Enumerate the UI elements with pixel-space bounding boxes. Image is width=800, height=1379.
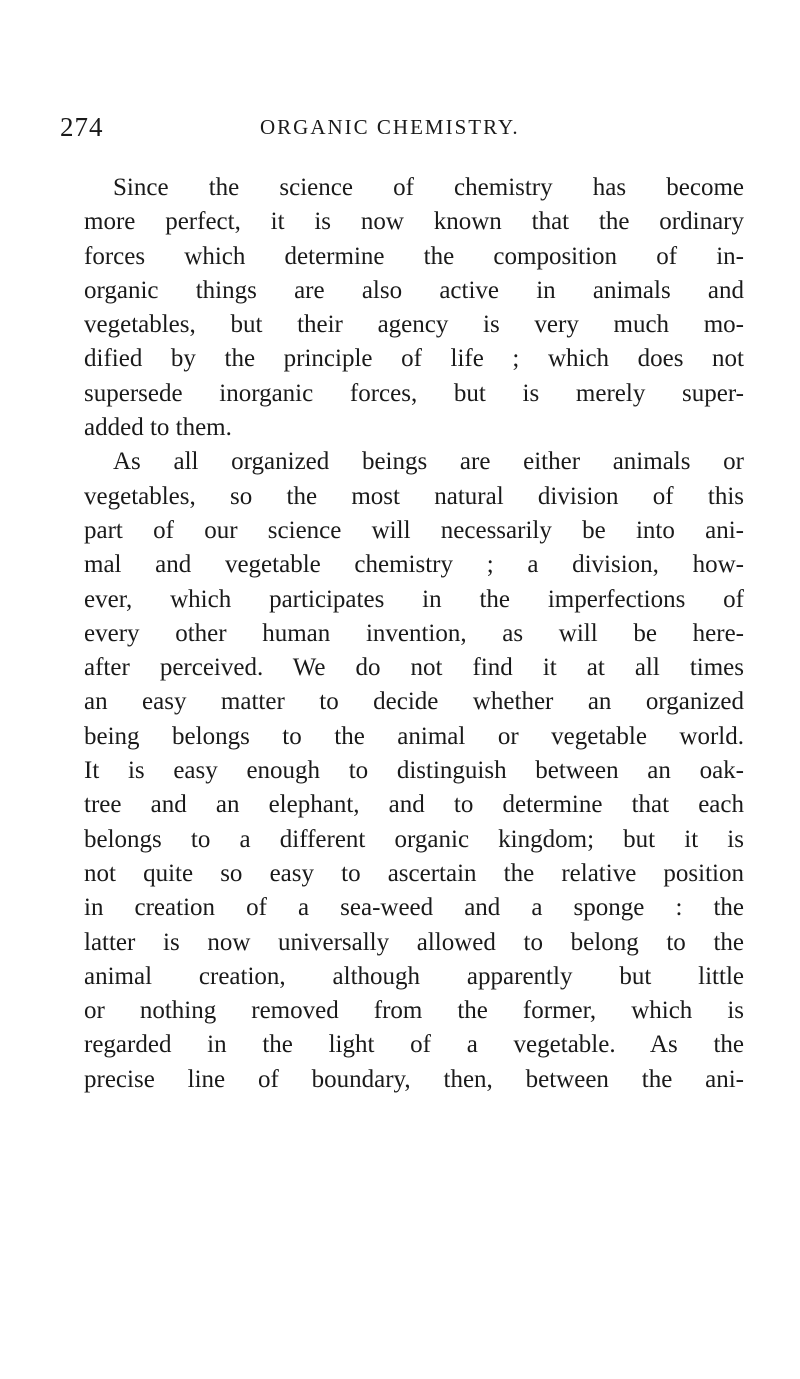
text-line: precise line of boundary, then, between the ani- <box>84 1065 744 1093</box>
text-line: belongs to a different organic kingdom; but it is <box>84 825 744 853</box>
text-line: vegetables, but their agency is very much mo- <box>84 311 744 339</box>
text-line: tree and an elephant, and to determine that each <box>84 791 744 819</box>
text-line: part of our science will necessarily be into ani- <box>84 516 744 544</box>
text-line: organic things are also active in animals and <box>84 276 744 304</box>
text-line: ever, which participates in the imperfections of <box>84 585 744 613</box>
body-text <box>84 171 744 1097</box>
text-line: an easy matter to decide whether an organized <box>84 688 744 716</box>
text-line: forces which determine the composition of in- <box>84 242 744 270</box>
text-line: added to them. <box>84 414 232 442</box>
paragraph-1 <box>84 171 744 445</box>
text-line: after perceived. We do not find it at all times <box>84 654 744 682</box>
text-line: It is easy enough to distinguish between an oak- <box>84 757 744 785</box>
text-line: every other human invention, as will be here- <box>84 619 744 647</box>
text-line: animal creation, although apparently but little <box>84 962 744 990</box>
text-line: or nothing removed from the former, which is <box>84 997 744 1025</box>
text-line: dified by the principle of life ; which does not <box>84 345 744 373</box>
text-line: supersede inorganic forces, but is merely super- <box>84 379 744 407</box>
paragraph-2 <box>84 445 744 1097</box>
text-line: latter is now universally allowed to belong to the <box>84 928 744 956</box>
text-line: Since the science of chemistry has become <box>113 174 744 201</box>
running-head <box>60 112 750 142</box>
text-line: not quite so easy to ascertain the relative position <box>84 859 744 887</box>
running-title: ORGANIC CHEMISTRY. <box>260 115 520 139</box>
text-line: more perfect, it is now known that the ordinary <box>84 208 744 236</box>
text-line: in creation of a sea-weed and a sponge : the <box>84 894 744 922</box>
text-line: mal and vegetable chemistry ; a division, how- <box>84 551 744 579</box>
text-line: being belongs to the animal or vegetable world. <box>84 722 744 750</box>
page-number: 274 <box>60 112 104 142</box>
text-line: As all organized beings are either animals or <box>113 448 744 476</box>
text-line: vegetables, so the most natural division of this <box>84 482 744 510</box>
text-line: regarded in the light of a vegetable. As the <box>84 1031 744 1059</box>
